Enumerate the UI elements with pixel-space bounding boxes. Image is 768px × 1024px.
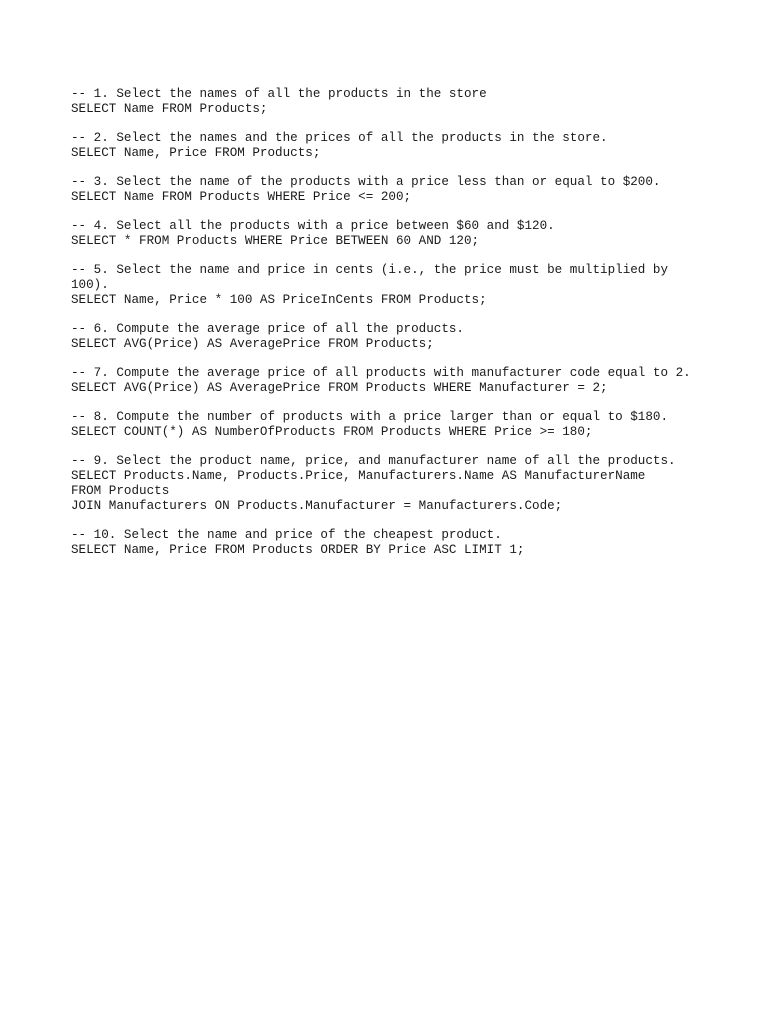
sql-line: SELECT Name FROM Products; xyxy=(71,101,268,116)
query-block-3 xyxy=(71,175,711,204)
query-block-8 xyxy=(71,410,711,439)
sql-line: SELECT Name, Price FROM Products ORDER BY Price ASC LIMIT 1; xyxy=(71,542,525,557)
query-block-1 xyxy=(71,87,711,116)
sql-line: SELECT Products.Name, Products.Price, Manufacturers.Name AS ManufacturerName xyxy=(71,469,646,484)
sql-line: JOIN Manufacturers ON Products.Manufacturer = Manufacturers.Code; xyxy=(71,498,563,513)
sql-line: SELECT AVG(Price) AS AveragePrice FROM Products WHERE Manufacturer = 2; xyxy=(71,380,608,395)
query-block-7 xyxy=(71,366,711,395)
query-comment: -- 5. Select the name and price in cents (i.e., the price must be multiplied by 100). xyxy=(71,263,676,293)
sql-line: SELECT * FROM Products WHERE Price BETWEEN 60 AND 120; xyxy=(71,233,480,248)
query-comment: -- 7. Compute the average price of all products with manufacturer code equal to 2. xyxy=(71,366,691,381)
query-block-6 xyxy=(71,322,711,351)
query-block-4 xyxy=(71,219,711,248)
sql-line: FROM Products xyxy=(71,483,170,498)
sql-line: SELECT AVG(Price) AS AveragePrice FROM Products; xyxy=(71,336,434,351)
query-comment: -- 2. Select the names and the prices of all the products in the store. xyxy=(71,131,608,146)
query-block-10 xyxy=(71,528,711,557)
query-block-9 xyxy=(71,454,711,513)
sql-line: SELECT Name, Price FROM Products; xyxy=(71,145,321,160)
sql-line: SELECT Name, Price * 100 AS PriceInCents FROM Products; xyxy=(71,292,487,307)
query-comment: -- 6. Compute the average price of all the products. xyxy=(71,322,464,337)
query-comment: -- 9. Select the product name, price, and manufacturer name of all the products. xyxy=(71,454,676,469)
sql-line: SELECT COUNT(*) AS NumberOfProducts FROM Products WHERE Price >= 180; xyxy=(71,425,593,440)
query-comment: -- 4. Select all the products with a price between $60 and $120. xyxy=(71,219,555,234)
query-comment: -- 1. Select the names of all the products in the store xyxy=(71,87,487,101)
query-comment: -- 10. Select the name and price of the cheapest product. xyxy=(71,527,502,542)
query-block-5 xyxy=(71,263,711,307)
query-comment: -- 3. Select the name of the products with a price less than or equal to $200. xyxy=(71,175,661,190)
query-block-2 xyxy=(71,131,711,160)
sql-document xyxy=(71,87,711,572)
sql-line: SELECT Name FROM Products WHERE Price <= 200; xyxy=(71,189,412,204)
query-comment: -- 8. Compute the number of products with a price larger than or equal to $180. xyxy=(71,410,669,425)
